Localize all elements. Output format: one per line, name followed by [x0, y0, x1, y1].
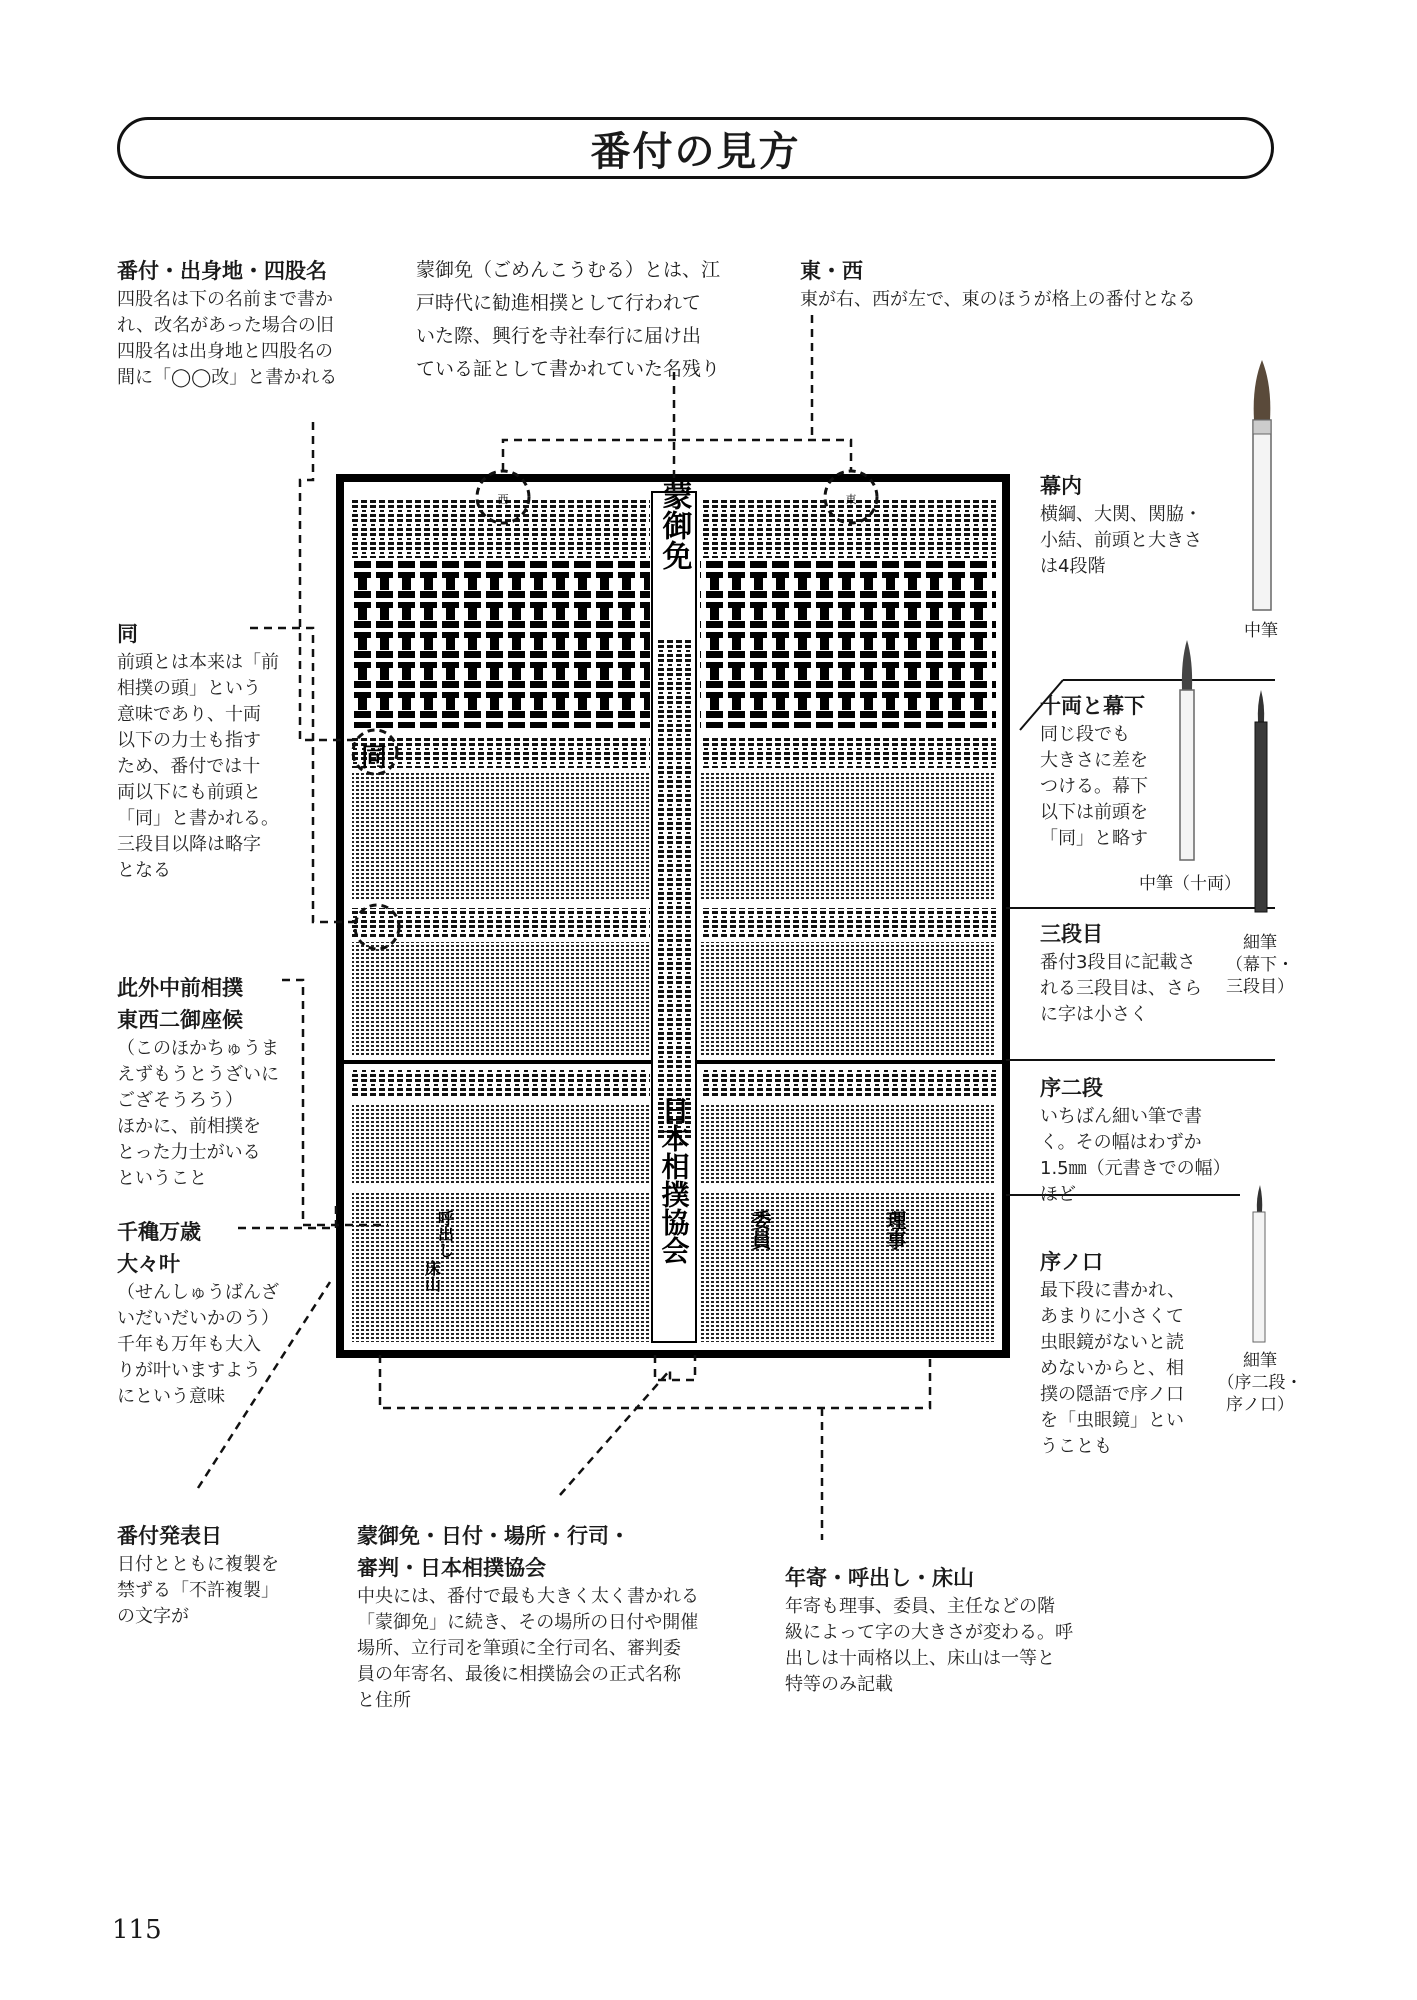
anno-senshu-line: 千年も万年も大入 [117, 1334, 261, 1355]
anno-east-west-heading: 東・西 [800, 259, 863, 283]
anno-hoka-line: ということ [117, 1168, 207, 1189]
banzuke-riji: 理事 [883, 1210, 907, 1250]
anno-gomen-line: ている証として書かれていた名残り [416, 358, 721, 380]
east-mark: 東 [845, 493, 857, 506]
anno-jonidan-line: く。その幅はわずか [1040, 1132, 1202, 1153]
anno-hoka-line: ござそうろう） [117, 1090, 243, 1111]
banzuke-iin: 委員 [748, 1210, 772, 1250]
anno-jonidan-heading: 序二段 [1040, 1076, 1103, 1100]
anno-sandanme-heading: 三段目 [1040, 922, 1103, 946]
anno-onaji-line: 「同」と書かれる。 [117, 808, 279, 829]
anno-senshu-line: にという意味 [117, 1386, 225, 1407]
anno-jonidan-line: 1.5㎜（元書きでの幅） [1040, 1158, 1231, 1179]
anno-juryo-line: 同じ段でも [1040, 724, 1130, 745]
brush-hoso-jonidan [1253, 1185, 1265, 1342]
banzuke-onaji-char: 同 [360, 743, 388, 773]
brush-chu-juryo [1180, 640, 1194, 860]
banzuke-sheet [340, 478, 1006, 1354]
anno-juryo-line: 「同」と略す [1040, 828, 1148, 849]
anno-jonokuchi-line: 撲の隠語で序ノ口 [1040, 1384, 1184, 1405]
anno-toshiyori-line: 出しは十両格以上、床山は一等と [785, 1648, 1055, 1669]
anno-senshu [117, 1216, 297, 1410]
anno-jonokuchi-line: 虫眼鏡がないと読 [1040, 1332, 1184, 1353]
anno-happyo-line: 日付とともに複製を [117, 1554, 279, 1575]
anno-banzuke-line: 四股名は下の名前まで書か [117, 289, 333, 310]
anno-center-heading: 審判・日本相撲協会 [357, 1556, 546, 1580]
anno-sandanme-line: 番付3段目に記載さ [1040, 952, 1196, 973]
anno-gomen [416, 254, 756, 386]
anno-onaji [117, 618, 297, 884]
anno-gomen-line: 蒙御免（ごめんこうむる）とは、江 [416, 259, 721, 281]
anno-hoka-line: とった力士がいる [117, 1142, 261, 1163]
anno-hoka [117, 972, 297, 1192]
anno-toshiyori-heading: 年寄・呼出し・床山 [785, 1566, 974, 1590]
anno-happyo-line: 禁ずる「不許複製」 [117, 1580, 279, 1601]
brush-label-line: 中筆 [1244, 621, 1278, 641]
anno-east-west [800, 255, 1280, 313]
anno-onaji-line: 前頭とは本来は「前 [117, 652, 279, 673]
anno-toshiyori [785, 1562, 1105, 1698]
brush-label-hoso-jonidan [1208, 1350, 1312, 1416]
brush-chu [1253, 360, 1271, 610]
brush-label-line: 三段目） [1226, 977, 1294, 997]
anno-center-line: 員の年寄名、最後に相撲協会の正式名称 [357, 1664, 681, 1685]
brush-label-line: 中筆（十両） [1139, 874, 1241, 894]
anno-juryo-heading: 十両と幕下 [1040, 694, 1145, 718]
anno-banzuke-line: 間に「◯◯改」と書かれる [117, 367, 338, 388]
anno-banzuke-line: 四股名は出身地と四股名の [117, 341, 333, 362]
anno-sandanme-line: れる三段目は、さら [1040, 978, 1202, 999]
anno-makuuchi-line: は4段階 [1040, 556, 1106, 577]
anno-senshu-line: いだいだいかのう） [117, 1308, 279, 1329]
anno-gomen-line: いた際、興行を寺社奉行に届け出 [416, 325, 702, 347]
anno-onaji-line: ため、番付では十 [117, 756, 261, 777]
brush-label-chu [1226, 620, 1296, 642]
anno-makuuchi-heading: 幕内 [1040, 474, 1082, 498]
page-number: 115 [112, 1915, 162, 1945]
page-title: 番付の見方 [590, 128, 801, 175]
brush-hoso-makushita [1255, 690, 1267, 912]
brush-label-hoso-makushita [1215, 932, 1305, 998]
anno-jonokuchi [1040, 1246, 1210, 1460]
anno-senshu-heading: 大々叶 [117, 1252, 180, 1276]
anno-makuuchi [1040, 470, 1230, 580]
brush-label-line: 細筆 [1243, 1351, 1277, 1371]
anno-jonokuchi-line: 最下段に書かれ、 [1040, 1280, 1186, 1301]
anno-senshu-line: （せんしゅうばんざ [117, 1282, 279, 1303]
brush-label-chu-juryo [1125, 873, 1255, 895]
anno-hoka-heading: 此外中前相撲 [117, 976, 243, 1000]
brush-label-line: 細筆 [1243, 933, 1277, 953]
brush-label-line: （序二段・ [1217, 1373, 1303, 1393]
anno-center-line: 場所、立行司を筆頭に全行司名、審判委 [357, 1638, 681, 1659]
west-mark: 西 [497, 493, 509, 506]
anno-onaji-line: 以下の力士も指す [117, 730, 261, 751]
anno-onaji-line: 両以下にも前頭と [117, 782, 261, 803]
anno-east-west-line: 東が右、西が左で、東のほうが格上の番付となる [800, 289, 1196, 310]
anno-senshu-line: りが叶いますよう [117, 1360, 261, 1381]
anno-jonokuchi-line: めないからと、相 [1040, 1358, 1184, 1379]
anno-happyo-heading: 番付発表日 [117, 1524, 222, 1548]
anno-hoka-line: （このほかちゅうま [117, 1038, 279, 1059]
anno-happyo [117, 1520, 317, 1630]
anno-toshiyori-line: 特等のみ記載 [785, 1674, 893, 1695]
anno-juryo-line: 以下は前頭を [1040, 802, 1148, 823]
banzuke-gomen-text: 蒙御免 [656, 480, 692, 570]
anno-happyo-line: の文字が [117, 1606, 189, 1627]
anno-banzuke-line: れ、改名があった場合の旧 [117, 315, 334, 336]
anno-center-heading: 蒙御免・日付・場所・行司・ [357, 1524, 630, 1548]
anno-center [357, 1520, 727, 1714]
anno-onaji-line: 相撲の頭」という [117, 678, 261, 699]
anno-center-line: と住所 [357, 1690, 411, 1711]
anno-juryo [1040, 690, 1180, 852]
anno-hoka-line: ほかに、前相撲を [117, 1116, 261, 1137]
anno-makuuchi-line: 小結、前頭と大きさ [1040, 530, 1202, 551]
anno-juryo-line: つける。幕下 [1040, 776, 1148, 797]
anno-jonokuchi-line: を「虫眼鏡」とい [1040, 1410, 1184, 1431]
anno-jonokuchi-line: うことも [1040, 1436, 1112, 1457]
anno-banzuke-heading: 番付・出身地・四股名 [117, 259, 327, 283]
anno-center-line: 中央には、番付で最も大きく太く書かれる [357, 1586, 699, 1607]
banzuke-yobidashi: 呼出し [435, 1210, 455, 1258]
banzuke-tokoyama: 床山 [422, 1260, 442, 1292]
anno-onaji-heading: 同 [117, 622, 138, 646]
anno-jonidan-line: ほど [1040, 1184, 1076, 1205]
anno-gomen-line: 戸時代に勧進相撲として行われて [416, 292, 702, 314]
brush-label-line: （幕下・ [1226, 955, 1294, 975]
anno-onaji-line: となる [117, 860, 171, 881]
anno-jonokuchi-line: あまりに小さくて [1040, 1306, 1184, 1327]
anno-onaji-line: 三段目以降は略字 [117, 834, 261, 855]
anno-jonidan [1040, 1072, 1240, 1208]
anno-toshiyori-line: 年寄も理事、委員、主任などの階 [785, 1596, 1055, 1617]
anno-sandanme-line: に字は小さく [1040, 1004, 1148, 1025]
anno-center-line: 「蒙御免」に続き、その場所の日付や開催 [357, 1612, 699, 1633]
anno-toshiyori-line: 級によって字の大きさが変わる。呼 [785, 1622, 1073, 1643]
anno-juryo-line: 大きさに差を [1040, 750, 1148, 771]
anno-onaji-line: 意味であり、十両 [117, 704, 261, 725]
anno-sandanme [1040, 918, 1230, 1028]
anno-jonokuchi-heading: 序ノ口 [1040, 1250, 1103, 1274]
anno-senshu-heading: 千穐万歳 [117, 1220, 201, 1244]
anno-jonidan-line: いちばん細い筆で書 [1040, 1106, 1202, 1127]
anno-makuuchi-line: 横綱、大関、関脇・ [1040, 504, 1202, 525]
brush-label-line: 序ノ口） [1226, 1395, 1294, 1415]
anno-hoka-line: えずもうとうざいに [117, 1064, 279, 1085]
anno-banzuke [117, 255, 372, 391]
anno-hoka-heading: 東西二御座候 [117, 1008, 243, 1032]
banzuke-kyokai-text: 日本相撲協会 [657, 1096, 691, 1264]
